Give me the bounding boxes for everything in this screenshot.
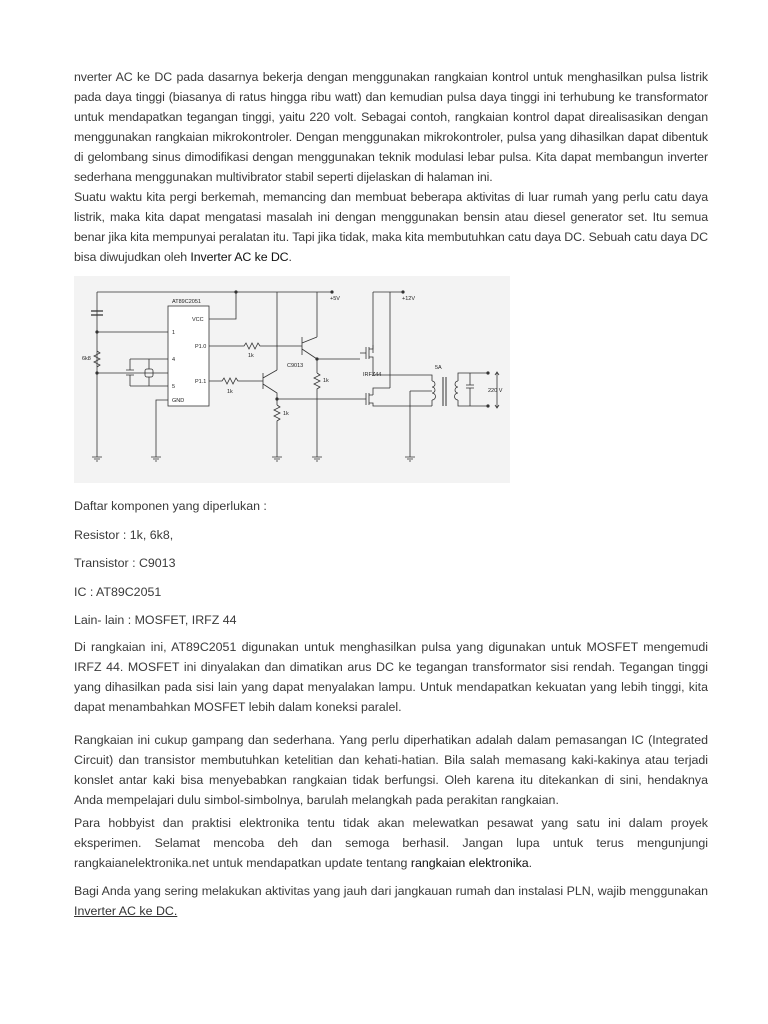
inverter-link[interactable]: Inverter AC ke DC bbox=[190, 250, 289, 264]
closing-paragraph bbox=[74, 881, 708, 921]
pin1-label: 1 bbox=[172, 330, 176, 336]
r4-label: 1k bbox=[283, 411, 289, 417]
circuit-diagram bbox=[74, 276, 510, 483]
mosfet-label: IRFZ44 bbox=[363, 372, 382, 378]
hobbyist-paragraph bbox=[74, 813, 708, 873]
simple-paragraph: Rangkaian ini cukup gampang dan sederhana. Yang perlu diperhatikan adalah dalam pemasangan IC (Integrated Circuit) dan transistor membutuhkan ketelitian dan kehati-hatian. Bila salah memasang kaki-kakinya atau terjadi konslet antar kaki bisa menyebabkan rangkaian tidak berfungsi. Oleh karena itu ditekankan di sini, hendaknya Anda mempelajari dulu simbol-simbolnya, barulah melangkah pada perakitan rangkaian. bbox=[74, 733, 708, 807]
transistor-label: C9013 bbox=[287, 363, 304, 369]
p11-label: P1.1 bbox=[195, 379, 207, 385]
vcc-label: VCC bbox=[192, 317, 204, 323]
r2-label: 1k bbox=[227, 389, 233, 395]
component-item: Resistor : 1k, 6k8, bbox=[74, 528, 174, 542]
explain-paragraph: Di rangkaian ini, AT89C2051 digunakan untuk menghasilkan pulsa yang digunakan untuk MOSFET mengemudi IRFZ 44. MOSFET ini dinyalakan dan dimatikan arus DC ke tegangan transformator sisi rendah. Tegangan tinggi yang dihasilkan pada sisi lain yang dapat menyalakan lampu. Untuk mendapatkan kekuatan yang lebih tinggi, kita dapat menambahkan MOSFET lebih dalam koneksi paralel. bbox=[74, 640, 708, 714]
hobbyist-end: . bbox=[528, 856, 533, 870]
rangkaian-elektronika-link[interactable]: rangkaian elektronika bbox=[410, 856, 529, 870]
intro-text: nverter AC ke DC pada dasarnya bekerja dengan menggunakan rangkaian kontrol untuk menghasilkan pulsa listrik pada daya tinggi (biasanya di ratus hingga ribu watt) dan kemudian pulsa daya tinggi ini terhubung ke transformator untuk mendapatkan tegangan tinggi, yaitu 220 volt. Sebagai contoh, rangkaian kontrol dapat direalisasikan dengan menggunakan rangkaian mikrokontroler. Dengan menggunakan mikrokontroler, pulsa yang dihasilkan dapat dibentuk di gelombang sinus dimodifikasi dengan menggunakan teknik modulasi lebar pulsa. Kita dapat membangun inverter sederhana menggunakan multivibrator stabil seperti dijelaskan di halaman ini. bbox=[74, 70, 708, 184]
r6k8-label: 6k8 bbox=[82, 356, 91, 362]
components-heading: Daftar komponen yang diperlukan : bbox=[74, 499, 267, 513]
intro-paragraph: nverter AC ke DC pada dasarnya bekerja dengan menggunakan rangkaian kontrol untuk menghasilkan pulsa listrik pada daya tinggi (biasanya di ratus hingga ribu watt) dan kemudian pulsa daya tinggi ini terhubung ke transformator untuk mendapatkan tegangan tinggi, yaitu 220 volt. Sebagai contoh, rangkaian kontrol dapat direalisasikan dengan menggunakan rangkaian mikrokontroler. Dengan menggunakan mikrokontroler, pulsa yang dihasilkan dapat dibentuk di gelombang sinus dimodifikasi dengan menggunakan teknik modulasi lebar pulsa. Kita dapat membangun inverter sederhana menggunakan multivibrator stabil seperti dijelaskan di halaman ini. Suatu waktu kita pergi berkemah, memancing dan membuat beberapa aktivitas di luar rumah yang perlu catu daya listrik, maka kita dapat mengatasi masalah ini dengan menggunakan bensin atau diesel generator set. Itu semua benar jika kita mempunyai peralatan itu. Tapi jika tidak, maka kita membutuhkan catu daya DC. Sebuah catu daya DC bisa diwujudkan oleh Inverter AC ke DC. bbox=[74, 70, 708, 264]
v5-label: +5V bbox=[330, 296, 340, 302]
r3-label: 1k bbox=[323, 378, 329, 384]
pin5-label: 5 bbox=[172, 384, 176, 390]
closing-text: Bagi Anda yang sering melakukan aktivitas yang jauh dari jangkauan rumah dan instalasi PLN, wajib menggunakan bbox=[74, 884, 708, 898]
fuse-label: 5A bbox=[435, 365, 442, 371]
pin4-label: 4 bbox=[172, 357, 176, 363]
component-item: IC : AT89C2051 bbox=[74, 585, 162, 599]
component-item: Transistor : C9013 bbox=[74, 556, 176, 570]
ic-label: AT89C2051 bbox=[172, 299, 201, 305]
hobbyist-text: Para hobbyist dan praktisi elektronika tentu tidak akan melewatkan pesawat yang satu ini dalam proyek eksperimen. Selamat mencoba deh dan semoga berhasil. Jangan lupa untuk terus mengunjungi rangkaianelektronika.net untuk mendapatkan update tentang bbox=[74, 816, 708, 870]
component-item: Lain- lain : MOSFET, IRFZ 44 bbox=[74, 613, 237, 627]
camping-text: Suatu waktu kita pergi berkemah, memancing dan membuat beberapa aktivitas di luar rumah yang perlu catu daya listrik, maka kita dapat mengatasi masalah ini dengan menggunakan bensin atau diesel generator set. Itu semua benar jika kita mempunyai peralatan itu. Tapi jika tidak, maka kita membutuhkan catu daya DC. Sebuah catu daya DC bisa diwujudkan oleh bbox=[74, 190, 708, 264]
inverter-closing-link[interactable]: Inverter AC ke DC. bbox=[74, 904, 178, 918]
output-label: 220 V bbox=[488, 388, 503, 394]
r1-label: 1k bbox=[248, 353, 254, 359]
gnd-label: GND bbox=[172, 398, 185, 404]
v12-label: +12V bbox=[402, 296, 415, 302]
p10-label: P1.0 bbox=[195, 344, 207, 350]
